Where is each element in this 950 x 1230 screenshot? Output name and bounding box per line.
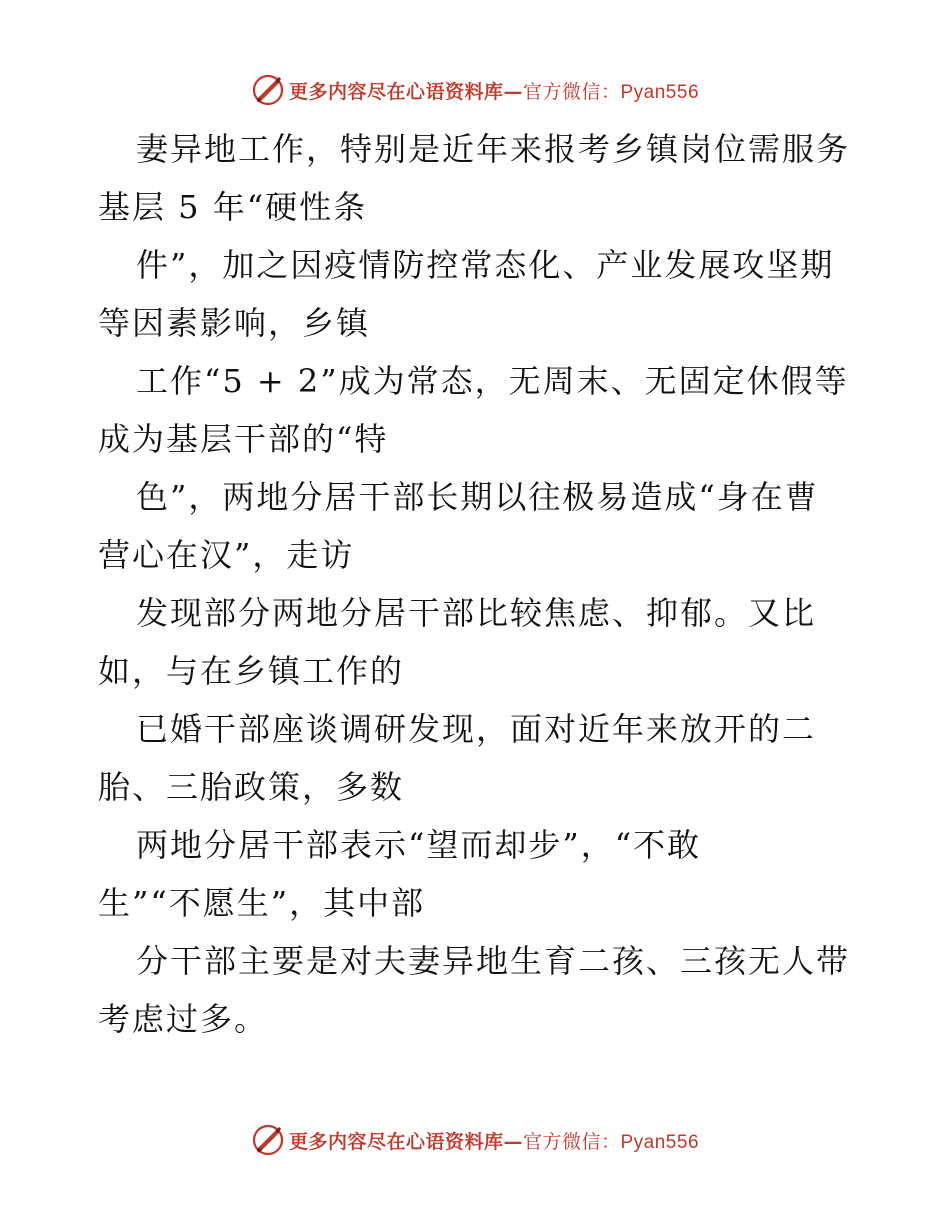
pen-logo-icon [251,73,285,107]
body-line: 考虑过多。 [98,1000,269,1038]
body-line: 色”，两地分居干部长期以往极易造成“身在曹 [136,478,819,516]
body-line: 发现部分两地分居干部比较焦虑、抑郁。又比 [136,594,817,632]
body-line: 件”，加之因疫情防控常态化、产业发展攻坚期 [136,246,835,284]
body-line: 妻异地工作，特别是近年来报考乡镇岗位需服务 [136,130,851,168]
body-line: 如，与在乡镇工作的 [98,652,405,690]
pen-logo-icon [251,1123,285,1157]
document-body [98,120,868,1048]
body-line: 等因素影响，乡镇 [98,304,371,342]
banner-text [289,77,699,104]
body-line: 工作“5 + 2”成为常态，无周末、无固定休假等 [136,362,849,400]
footer-banner [0,1120,950,1160]
banner-official-label: 官方微信： [522,1130,621,1153]
banner-title: 更多内容尽在心语资料库 [288,1130,504,1153]
banner-text [289,1127,699,1154]
banner-account: Pyan556 [620,81,700,103]
header-banner [0,70,950,110]
banner-dash: — [503,1130,523,1153]
banner-account: Pyan556 [620,1131,700,1153]
body-line: 生”“不愿生”，其中部 [98,884,426,922]
banner-dash: — [503,80,523,103]
body-line: 胎、三胎政策，多数 [98,768,405,806]
body-line: 基层 5 年“硬性条 [98,188,368,226]
body-line: 已婚干部座谈调研发现，面对近年来放开的二 [136,710,817,748]
body-line: 两地分居干部表示“望而却步”，“不敢 [136,826,702,864]
banner-title: 更多内容尽在心语资料库 [288,80,504,103]
body-line: 分干部主要是对夫妻异地生育二孩、三孩无人带 [136,942,851,980]
banner-official-label: 官方微信： [522,80,621,103]
body-line: 营心在汉”，走访 [98,536,355,574]
body-line: 成为基层干部的“特 [98,420,389,458]
